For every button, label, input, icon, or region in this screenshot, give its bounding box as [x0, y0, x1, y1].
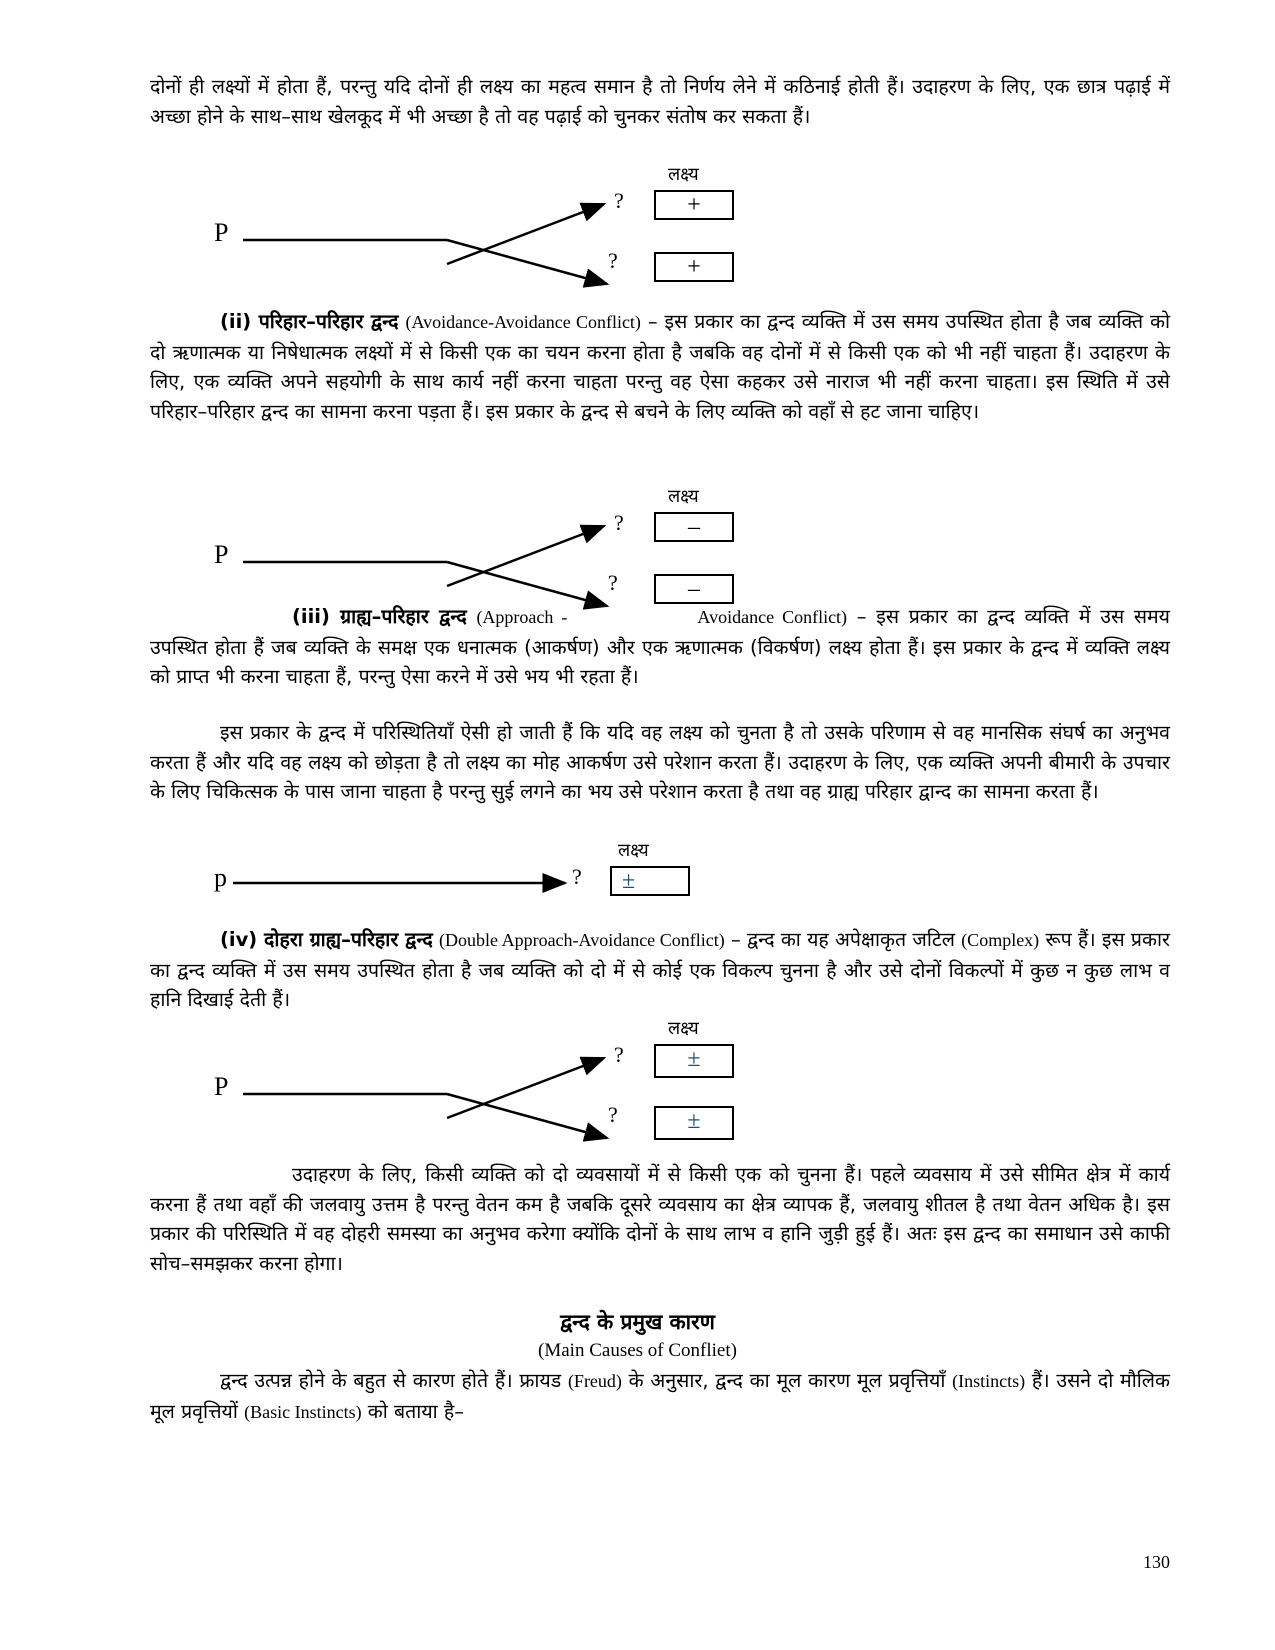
goal-box-mixed: ± [654, 1044, 734, 1078]
section-avoidance-avoidance [150, 307, 1170, 426]
section-title: (iv) दोहरा ग्राह्य–परिहार द्वन्द [220, 928, 433, 951]
english-term: (Basic Instincts) [244, 1401, 362, 1422]
question-mark: ? [608, 1102, 618, 1127]
goal-box-mixed: ± [610, 866, 690, 896]
question-mark: ? [614, 1042, 624, 1067]
section-body: रूप हैं। इस प्रकार का द्वन्द व्यक्ति में उस समय उपस्थित होता है जब व्यक्ति को दो में से कोई एक विकल्प चुनना है और उसे दोनों विकल्पों में कुछ न कुछ लाभ व हानि दिखाई देती हैं। [150, 928, 1171, 1011]
goal-label: लक्ष्य [668, 164, 699, 185]
section-body: – इस प्रकार का द्वन्द व्यक्ति में उस समय उपस्थित होता है जब व्यक्ति को दो ऋणात्मक या निषेधात्मक लक्ष्यों में से किसी एक का चयन करना होता है जबकि वह दोनों में से किसी एक को भी नहीं चाहता हैं। उदाहरण के लिए, एक व्यक्ति अपने सहयोगी के साथ कार्य नहीं करना चाहता परन्तु वह ऐसा कहकर उसे नाराज भी नहीं करना चाहता। इस स्थिति में उसे परिहार–परिहार द्वन्द का सामना करना पड़ता हैं। इस प्रकार के द्वन्द से बचने के लिए व्यक्ति को वहाँ से हट जाना चाहिए। [150, 310, 1171, 423]
paragraph-text: के अनुसार, द्वन्द का मूल कारण मूल प्रवृत्तियाँ [621, 1369, 953, 1392]
diagram-lines [0, 160, 1275, 300]
section-approach-avoidance [150, 602, 1170, 692]
goal-box-negative: – [654, 574, 734, 604]
section-title: (iii) ग्राह्य–परिहार द्वन्द [292, 605, 467, 628]
question-mark: ? [614, 510, 624, 535]
person-label: P [214, 1072, 229, 1101]
paragraph-text: हैं। उसने दो मौलिक मूल प्रवृत्तियों [150, 1369, 1170, 1423]
goal-label: लक्ष्य [668, 1018, 699, 1039]
question-mark: ? [608, 570, 618, 595]
section-heading: द्वन्द के प्रमुख कारण [560, 1310, 715, 1334]
goal-box-positive: + [654, 252, 734, 282]
paragraph-text: को बताया है– [361, 1399, 464, 1423]
goal-label: लक्ष्य [618, 840, 649, 861]
diagram-lines [0, 1014, 1275, 1154]
section-english-term: (Double Approach-Avoidance Conflict) [439, 930, 725, 950]
goal-box-negative: – [654, 512, 734, 542]
section-english-term: (Approach - [476, 607, 568, 627]
section-title: (ii) परिहार–परिहार द्वन्द [220, 310, 399, 333]
goal-label: लक्ष्य [668, 486, 699, 507]
person-label: p [214, 863, 227, 892]
paragraph-text: द्वन्द उत्पन्न होने के बहुत से कारण होते हैं। फ्रायड [220, 1369, 568, 1392]
question-mark: ? [614, 188, 624, 213]
causes-paragraph [150, 1366, 1170, 1427]
section-body: – इस प्रकार का द्वन्द व्यक्ति में उस समय उपस्थित होता हैं जब व्यक्ति के समक्ष एक धनात्मक (आकर्षण) और एक ऋणात्मक (विकर्षण) लक्ष्य होता हैं। इस प्रकार के द्वन्द में व्यक्ति लक्ष्य को प्राप्त भी करना चाहता हैं, परन्तु ऐसा करने में उसे भय भी रहता हैं। [150, 605, 1170, 688]
question-mark: ? [572, 864, 582, 889]
section-english-term: Avoidance Conflict) [697, 607, 848, 627]
goal-box-mixed: ± [654, 1106, 734, 1140]
example-paragraph: उदाहरण के लिए, किसी व्यक्ति को दो व्यवसायों में से किसी एक को चुनना हैं। पहले व्यवसाय में उसे सीमित क्षेत्र में कार्य करना हैं तथा वहाँ की जलवायु उत्तम है परन्तु वेतन कम है जबकि दूसरे व्यवसाय का क्षेत्र व्यापक हैं, जलवायु शीतल है तथा वेतन अधिक है। इस प्रकार की परिस्थिति में वह दोहरी समस्या का अनुभव करेगा क्योंकि दोनों के साथ लाभ व हानि जुड़ी हुई हैं। अतः इस द्वन्द का समाधान उसे काफी सोच–समझकर करना होगा। [150, 1163, 1170, 1275]
intro-paragraph: दोनों ही लक्ष्यों में होता हैं, परन्तु यदि दोनों ही लक्ष्य का महत्व समान है तो निर्णय लेने में कठिनाई होती हैं। उदाहरण के लिए, एक छात्र पढ़ाई में अच्छा होने के साथ–साथ खेलकूद में भी अच्छा है तो वह पढ़ाई को चुनकर संतोष कर सकता हैं। [150, 75, 1170, 128]
section-approach-avoidance-example: इस प्रकार के द्वन्द में परिस्थितियाँ ऐसी हो जाती हैं कि यदि वह लक्ष्य को चुनता है तो उसके परिणाम से वह मानसिक संघर्ष का अनुभव करता हैं और यदि वह लक्ष्य को छोड़ता है तो लक्ष्य का मोह आकर्षण उसे परेशान करता हैं। उदाहरण के लिए, एक व्यक्ति अपनी बीमारी के उपचार के लिए चिकित्सक के पास जाना चाहता है परन्तु सुई लगने का भय उसे परेशान करता है तथा वह ग्राह्य परिहार द्वान्द का सामना करता हैं। [150, 721, 1170, 803]
goal-box-positive: + [654, 190, 734, 220]
section-double-approach-avoidance [150, 925, 1170, 1015]
english-term: (Instincts) [952, 1371, 1026, 1391]
question-mark: ? [608, 248, 618, 273]
person-label: P [214, 540, 229, 569]
section-english-term: (Complex) [961, 930, 1040, 950]
page-number: 130 [1143, 1552, 1170, 1572]
person-label: P [214, 218, 229, 247]
english-term: (Freud) [567, 1371, 622, 1391]
section-english-term: (Avoidance-Avoidance Conflict) [405, 312, 641, 332]
section-body: – द्वन्द का यह अपेक्षाकृत जटिल [724, 928, 962, 951]
section-heading-english: (Main Causes of Confliet) [538, 1340, 737, 1361]
diagram-lines [0, 482, 1275, 622]
